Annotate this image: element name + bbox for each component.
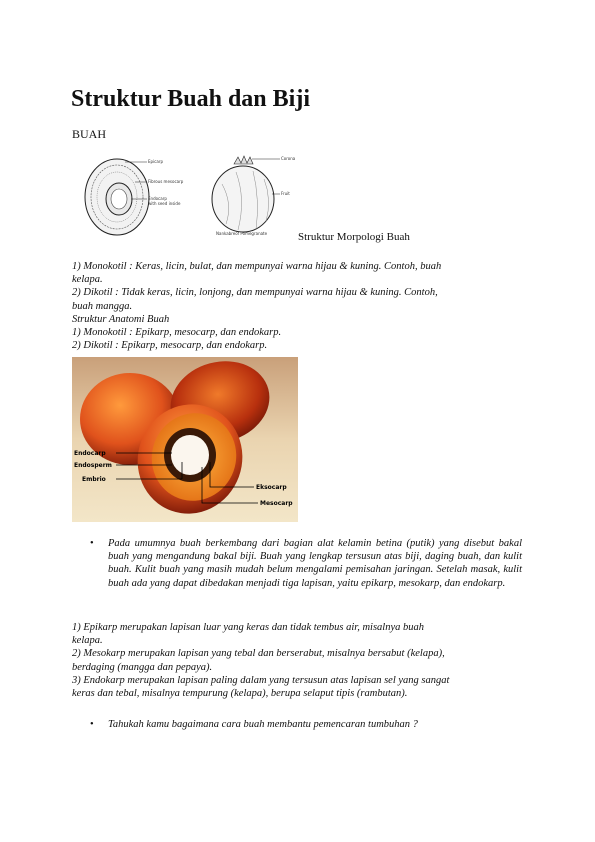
list-line: kelapa. xyxy=(72,635,103,647)
coconut-section-figure xyxy=(77,156,187,238)
list-line: 1) Monokotil : Epikarp, mesocarp, dan endokarp. xyxy=(72,327,282,339)
list-line: 2) Mesokarp merupakan lapisan yang tebal dan berserabut, misalnya bersabut (kelapa), xyxy=(72,648,445,660)
label-endocarp: Endocarp xyxy=(148,196,167,201)
section-heading: BUAH xyxy=(72,127,107,141)
label-fibrous-mesocarp: Fibrous mesocarp xyxy=(148,179,184,184)
pomegranate-figure xyxy=(208,154,298,236)
label-with-seed: with seed inside xyxy=(148,201,181,206)
bullet-paragraph xyxy=(90,537,522,590)
list-line: 1) Monokotil : Keras, licin, bulat, dan mempunyai warna hijau & kuning. Contoh, buah xyxy=(72,261,442,272)
list-line: 1) Epikarp merupakan lapisan luar yang keras dan tidak tembus air, misalnya buah xyxy=(72,622,425,633)
label-corona: Corona xyxy=(281,156,296,161)
label-epicarp: Epicarp xyxy=(148,159,164,164)
list-line: Struktur Anatomi Buah xyxy=(72,313,170,325)
layer-list xyxy=(72,621,518,700)
question-text: Tahukah kamu bagaimana cara buah membantu pemencaran tumbuhan ? xyxy=(108,719,418,730)
label-endocarp-photo: Endocarp xyxy=(74,450,106,457)
label-eksocarp-photo: Eksocarp xyxy=(256,484,287,491)
page-title: Struktur Buah dan Biji xyxy=(71,86,310,112)
label-pomegranate: Nankabreof Pomegranate xyxy=(216,231,268,236)
list-line: kelapa. xyxy=(72,274,103,286)
label-embrio-photo: Embrio xyxy=(82,476,106,483)
bullet-dot: • xyxy=(90,538,94,549)
list-line: 2) Dikotil : Tidak keras, licin, lonjong, dan mempunyai warna hijau & kuning. Contoh, xyxy=(72,287,438,299)
question-bullet xyxy=(90,718,520,731)
label-endosperm-photo: Endosperm xyxy=(74,462,112,469)
bullet-dot: • xyxy=(90,719,94,730)
morphology-list xyxy=(72,260,512,352)
list-line: keras dan tebal, misalnya tempurung (kelapa), berupa selaput tipis (rambutan). xyxy=(72,688,408,700)
bullet-text: Pada umumnya buah berkembang dari bagian alat kelamin betina (putik) yang disebut bakal buah yang mengandung bakal biji. Buah yang lengkap tersusun atas biji, daging buah, dan kulit buah. Kulit buah yang masih mudah belum mengalami pemisahan jaringan. Setelah masak, kulit buah ada yang dapat dibedakan menjadi tiga lapisan, yaitu epikarp, mesokarp, dan endokarp. xyxy=(108,538,522,589)
list-line: buah mangga. xyxy=(72,300,133,312)
list-line: berdaging (mangga dan pepaya). xyxy=(72,661,213,673)
label-fruit: Fruit xyxy=(281,191,290,196)
label-mesocarp-photo: Mesocarp xyxy=(260,500,293,507)
palm-fruit-photo xyxy=(72,357,298,522)
list-line: 3) Endokarp merupakan lapisan paling dalam yang tersusun atas lapisan sel yang sangat xyxy=(72,674,450,686)
list-line: 2) Dikotil : Epikarp, mesocarp, dan endokarp. xyxy=(72,340,268,352)
figure-caption: Struktur Morpologi Buah xyxy=(298,231,410,243)
